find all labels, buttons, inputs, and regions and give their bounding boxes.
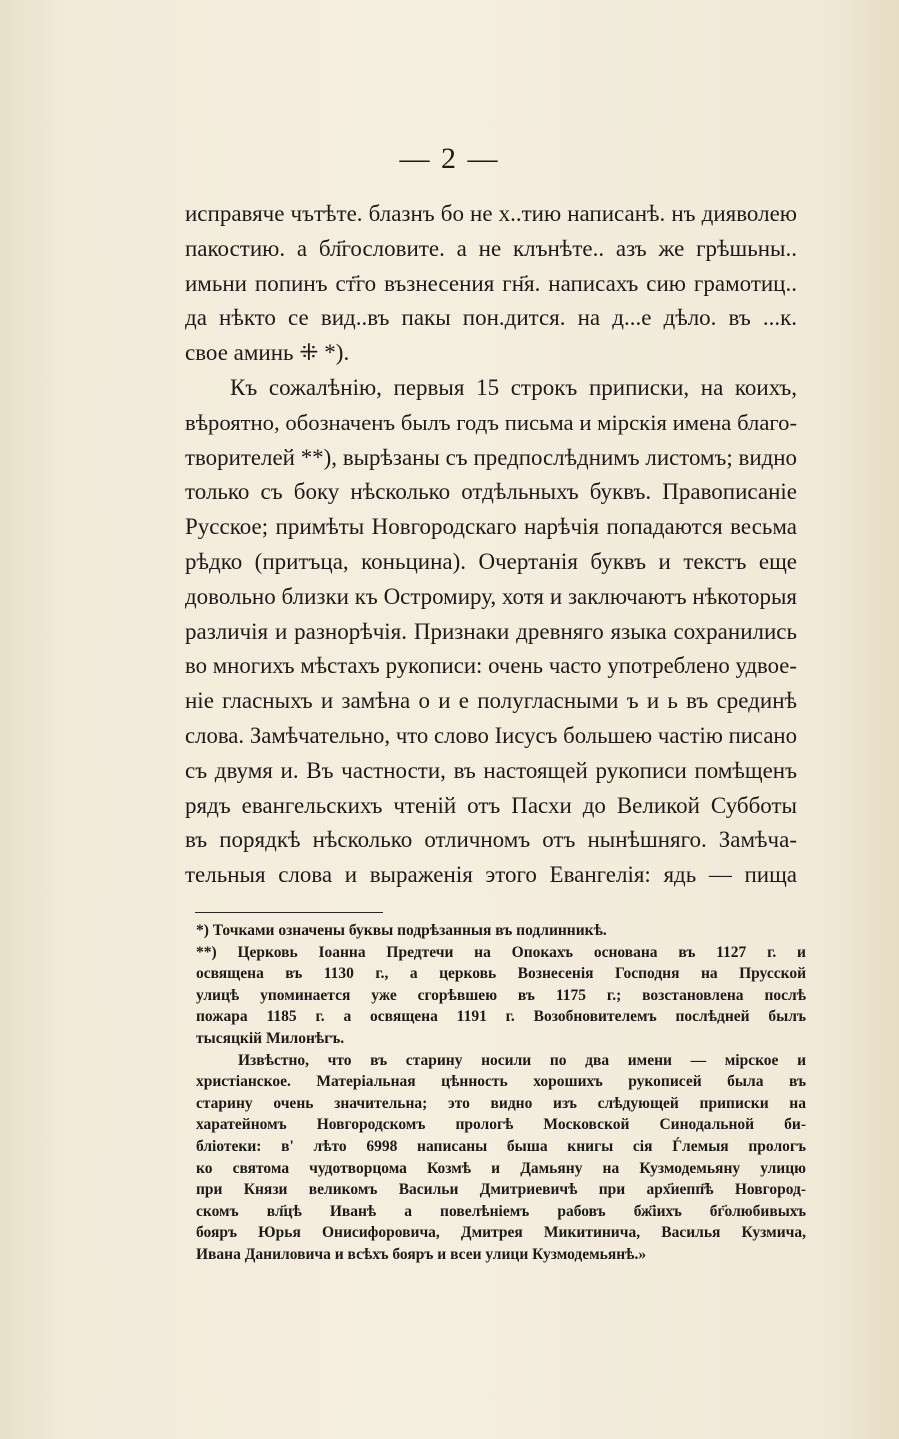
footnote-line: *) Точками означены буквы подрѣзанныя въ подлинникѣ. — [196, 922, 607, 939]
text-line: ніе гласныхъ и замѣна о и е полугласными ъ и ь въ срединѣ — [185, 688, 797, 714]
footnote-line: харатейномъ Новгородскомъ прологѣ Московской Синодальной би- — [196, 1116, 806, 1134]
text-line: во многихъ мѣстахъ рукописи: очень часто употреблено удвое- — [185, 653, 797, 679]
footnotes — [196, 920, 806, 1266]
text-line: исправяче чътѣте. блазнъ бо не х..тию написанѣ. нъ дияволею — [185, 201, 797, 226]
footnote-line: освящена въ 1130 г., а церковь Вознесенія Господня на Прусской — [196, 965, 806, 983]
text-line: свое аминь ⁜ *). — [185, 340, 350, 366]
text-line: только съ боку нѣсколько отдѣльныхъ буквъ. Правописаніе — [185, 479, 797, 505]
footnote-line: бліотеки: в' лѣто 6998 написаны быша книгы сія Ѓлемыя прологъ — [196, 1137, 806, 1155]
text-line: Къ сожалѣнію, первыя 15 строкъ приписки, на коихъ, — [230, 374, 797, 400]
text-line: рѣдко (притъца, коньцина). Очертанія буквъ и текстъ еще — [185, 548, 797, 574]
page-number: — 2 — — [399, 142, 500, 175]
footnote-line: скомъ вл҃цѣ Иванѣ а повелѣніемъ рабовъ бж҃іихъ бг҃олюбивыхъ — [196, 1202, 806, 1220]
footnote-line: христіанское. Матеріальная цѣнность хорошихъ рукописей была въ — [196, 1073, 806, 1091]
text-line: въ порядкѣ нѣсколько отличномъ отъ нынѣшняго. Замѣча- — [185, 827, 797, 853]
footnote-line: **) Церковь Іоанна Предтечи на Опокахъ основана въ 1127 г. и — [196, 943, 806, 961]
text-line: рядъ евангельскихъ чтеній отъ Пасхи до Великой Субботы — [185, 792, 797, 818]
footnote-line: Извѣстно, что въ старину носили по два имени — мірское и — [238, 1051, 806, 1069]
text-line: да нѣкто се вид..въ пакы пон.дится. на д...е дѣло. въ ...к. — [185, 305, 797, 331]
footnote-line: пожара 1185 г. а освящена 1191 г. Возобновителемъ послѣдней былъ — [196, 1008, 806, 1026]
footnote-line: старину очень значительна; это видно изъ слѣдующей приписки на — [196, 1094, 806, 1112]
text-line: различія и разнорѣчія. Признаки древняго языка сохранились — [185, 618, 797, 644]
footnote-line: Ивана Даниловича и всѣхъ бояръ и всеи улици Кузмодемьянѣ.» — [196, 1245, 647, 1263]
text-line: имьни попинъ ст҃го възнесения гн҃я. написахъ сию грамотиц.. — [185, 270, 797, 296]
text-line: Русское; примѣты Новгородскаго нарѣчія попадаются весьма — [185, 514, 797, 540]
text-line: съ двумя и. Въ частности, въ настоящей рукописи помѣщенъ — [185, 757, 797, 783]
footnote-line: при Князи великомъ Васильи Дмитриевичѣ при арх҃иепп҃ѣ Новгород- — [196, 1181, 806, 1199]
main-text — [185, 197, 797, 893]
footnote-line: улицѣ упоминается уже сгорѣвшею въ 1175 г.; возстановлена послѣ — [196, 986, 806, 1004]
text-line: вѣроятно, обозначенъ былъ годъ письма и мірскія имена благо- — [185, 409, 797, 435]
text-line: тельныя слова и выраженія этого Евангелія: ядь — пища — [185, 862, 797, 888]
footnote-line: ко святома чудотворцома Козмѣ и Дамьяну на Кузмодемьяну улицю — [196, 1159, 806, 1177]
footnote-line: тысяцкій Милонѣгъ. — [196, 1029, 345, 1047]
text-line: довольно близки къ Остромиру, хотя и заключаютъ нѣкоторыя — [185, 583, 797, 609]
text-line: творителей **), вырѣзаны съ предпослѣднимъ листомъ; видно — [185, 444, 797, 470]
footnote-divider — [195, 912, 383, 913]
text-line: пакостию. а бл҃гословите. а не клънѣте.. азъ же грѣшьны.. — [185, 235, 797, 261]
footnote-line: бояръ Юрья Онисифоровича, Дмитрея Микитинича, Василья Кузмича, — [196, 1224, 806, 1242]
text-line: слова. Замѣчательно, что слово Іисусъ большею частію писано — [185, 722, 797, 748]
